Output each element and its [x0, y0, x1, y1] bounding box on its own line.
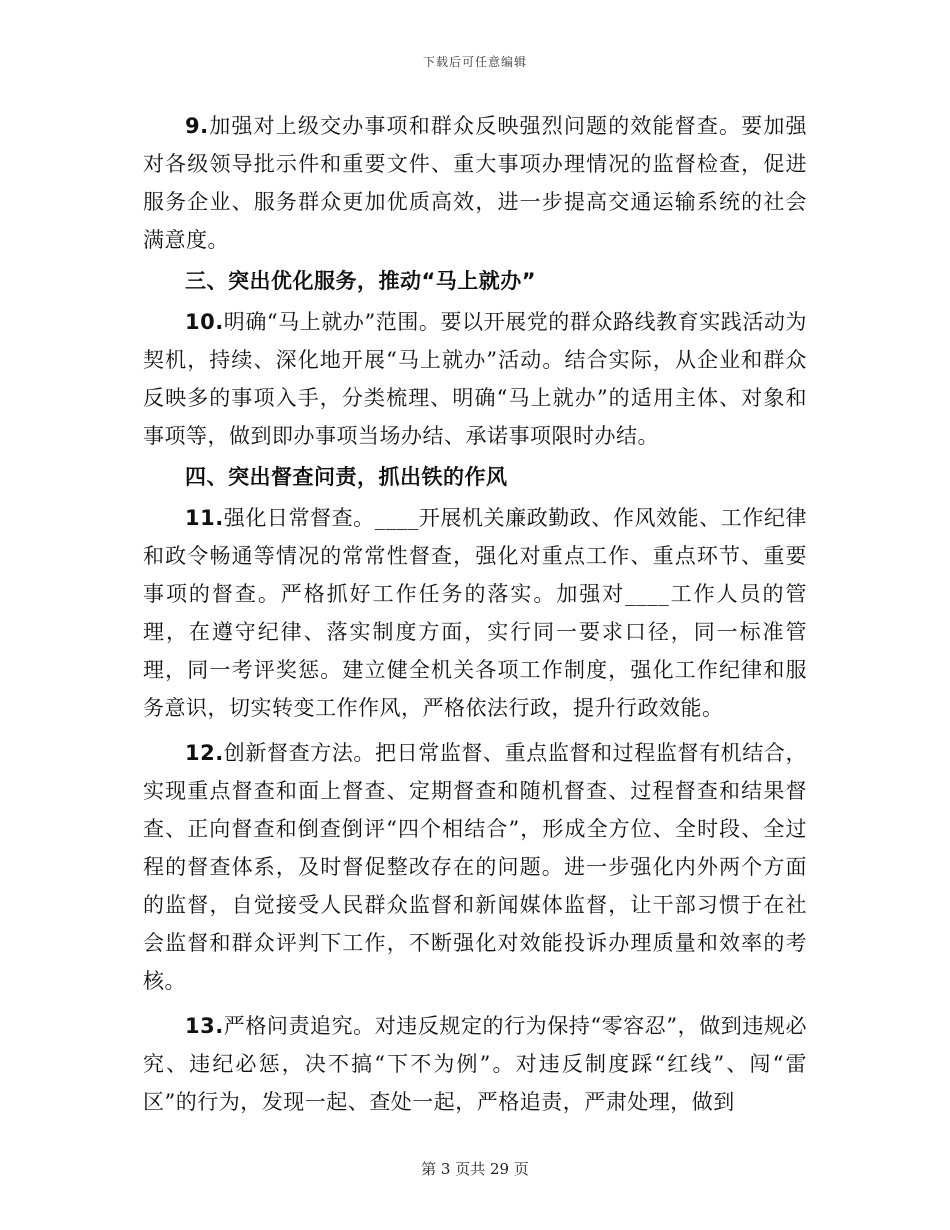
paragraph-text: 强化日常督查。____开展机关廉政勤政、作风效能、工作纪律和政令畅通等情况的常常性督查，强化对重点工作、重点环节、重要事项的督查。严格抓好工作任务的落实。加强对____工作人员的管理，在遵守纪律、落实制度方面，实行同一要求口径，同一标准管理，同一考评奖惩。建立健全机关各项工作制度，强化工作纪律和服务意识，切实转变工作作风，严格依法行政，提升行政效能。 [143, 506, 807, 720]
item-number: 13. [185, 1014, 224, 1038]
page-header: 下载后可任意编辑 [422, 55, 527, 69]
section-heading-3: 三、突出优化服务，推动“马上就办” [185, 269, 537, 293]
paragraph-12 [143, 734, 807, 1000]
section-heading-4: 四、突出督查问责，抓出铁的作风 [185, 465, 508, 489]
paragraph-13 [143, 1007, 807, 1121]
item-number: 11. [185, 506, 224, 530]
paragraph-text: 严格问责追究。对违反规定的行为保持“零容忍”，做到违规必究、违纪必惩，决不搞“下不为例”。对违反制度踩“红线”、闯“雷区”的行为，发现一起、查处一起，严格追责，严肃处理，做到 [143, 1014, 807, 1114]
paragraph-text: 加强对上级交办事项和群众反映强烈问题的效能督查。要加强对各级领导批示件和重要文件、重大事项办理情况的监督检查，促进服务企业、服务群众更加优质高效，进一步提高交通运输系统的社会满意度。 [143, 114, 807, 252]
paragraph-9 [143, 107, 807, 259]
paragraph-text: 创新督查方法。把日常监督、重点监督和过程监督有机结合，实现重点督查和面上督查、定期督查和随机督查、过程督查和结果督查、正向督查和倒查倒评“四个相结合”，形成全方位、全时段、全过程的督查体系，及时督促整改存在的问题。进一步强化内外两个方面的监督，自觉接受人民群众监督和新闻媒体监督，让干部习惯于在社会监督和群众评判下工作，不断强化对效能投诉办理质量和效率的考核。 [143, 741, 807, 993]
item-number: 9. [185, 114, 209, 138]
page-footer: 第 3 页共 29 页 [421, 1160, 529, 1178]
paragraph-text: 明确“马上就办”范围。要以开展党的群众路线教育实践活动为契机，持续、深化地开展“马上就办”活动。结合实际，从企业和群众反映多的事项入手，分类梳理、明确“马上就办”的适用主体、对象和事项等，做到即办事项当场办结、承诺事项限时办结。 [143, 310, 807, 448]
item-number: 12. [185, 741, 224, 765]
item-number: 10. [185, 310, 224, 334]
paragraph-11 [143, 499, 807, 727]
document-body [143, 107, 807, 1121]
paragraph-10 [143, 303, 807, 455]
